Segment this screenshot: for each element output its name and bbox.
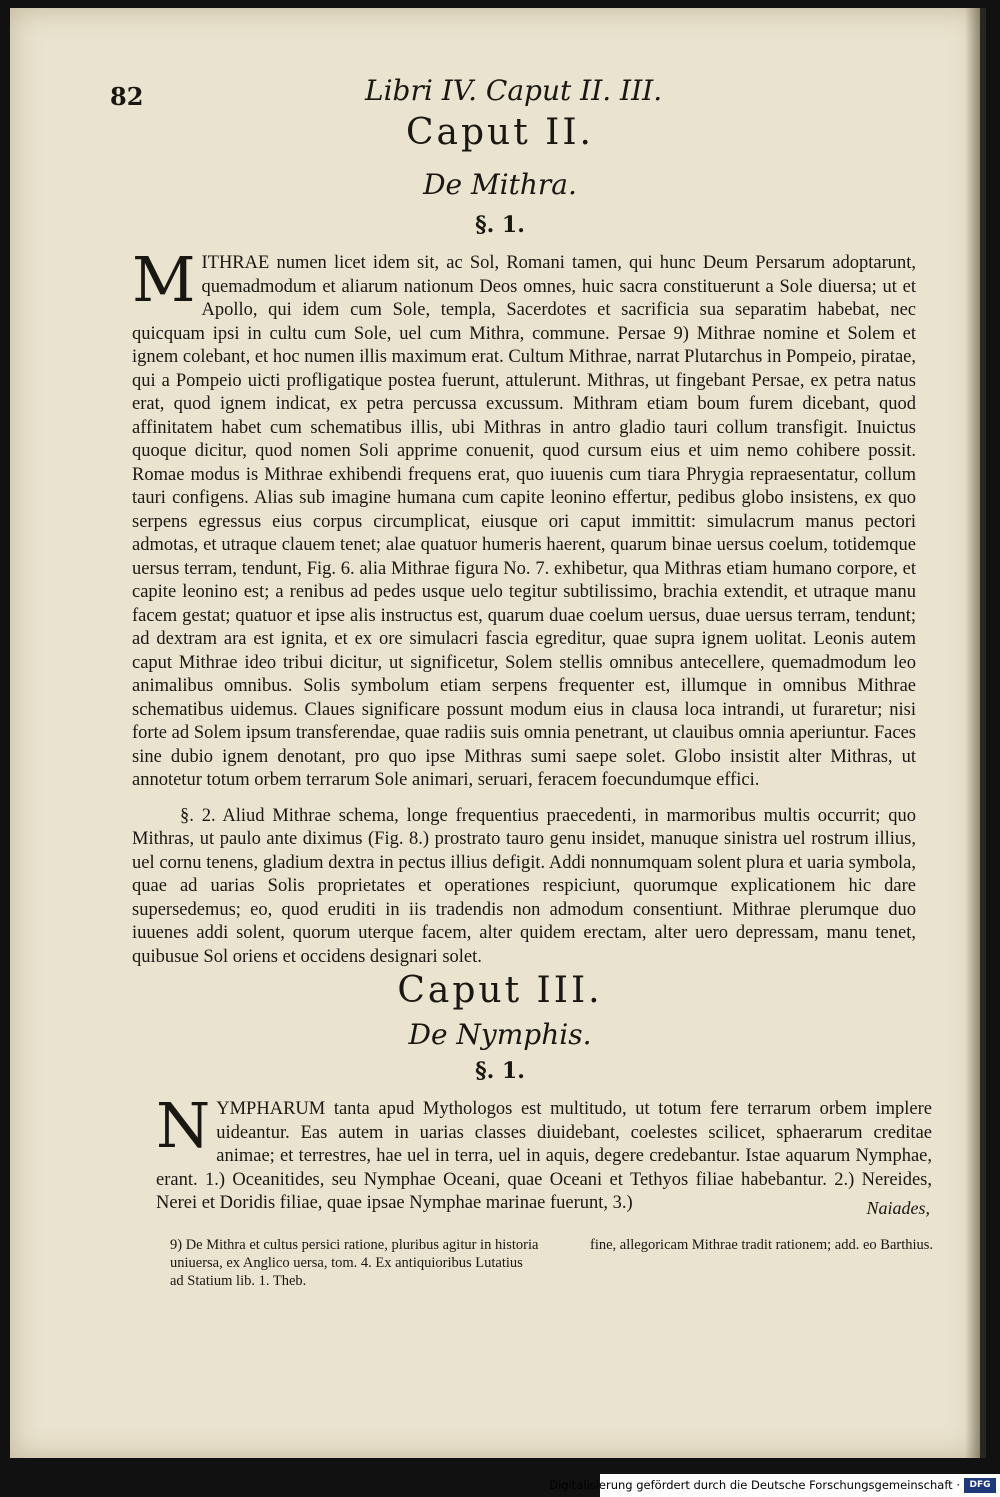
chapter-3-body (156, 1089, 932, 1216)
page-number: 82 (110, 82, 144, 111)
chapter-2-heading: Caput II. (405, 112, 595, 153)
dfg-notice-text: Digitalisierung gefördert durch die Deutsche Forschungsgemeinschaft · (549, 1478, 960, 1492)
chapter-2-subheading: De Mithra. (423, 168, 577, 201)
chapter-2-paragraph-1-text: ITHRAE numen licet idem sit, ac Sol, Romani tamen, qui hunc Deum Persarum adoptarunt, quemadmodum et aliarum nationum Deos omnes, huic sacra constituerunt a Sole diuersa; ut et Apollo, qui idem cum Sole, templa, Sacerdotes et sacrificia sua separatim habebat, nec quicquam ipsi in cultu cum Sole, uel cum Mithra, commune. Persae 9) Mithrae nomine et Solem et ignem colebant, et hoc numen illis maximum erat. Cultum Mithrae, narrat Plutarchus in Pompeio, piratae, qui a Pompeio uicti profligatique postea fuerunt, attulerunt. Mithras, ut fingebant Persae, ex petra natus erat, quod ignem indicat, ex petra percussa excussum. Mithram etiam boum furem dicebant, quod affinitatem habet cum schematibus illis, ubi Mithras in antro gladio tauri collum transfigit. Inuictus quoque dicitur, quod nomen Soli apprime conuenit, quod cursum eius et uim nemo cohibere possit. Romae modus is Mithrae exhibendi frequens erat, quo iuuenis cum tiara Phrygia repraesentatur, collum tauri configens. Alias sub imagine humana cum capite leonino effertur, pedibus globo insistens, ex quo serpens egressus eius corpus circumplicat, eiusque ori caput immittit: simulacrum manus pectori admotas, et utraque clauem tenet; alae quatuor humeris haerent, quarum binae uersus coelum, totidemque uersus terram, tendunt, Fig. 6. alia Mithrae figura No. 7. exhibetur, qua Mithras etiam humano corpore, et capite leonino est; a renibus ad pedes usque uelo tegitur subtilissimo, brachia extendit, et utraque manu facem gestat; quatuor et ipse alis instructus est, quarum duae coelum uersus, duae uersus terram, tendunt; ad dextram ara est ignita, et ex ore simulacri fascia egreditur, quae supra ignem uolitat. Leonis autem caput Mithrae ideo tribui dicitur, ut significetur, Solem stellis omnibus antecellere, quemadmodum leo animalibus omnibus. Solis symbolum etiam serpens frequenter est, illumque in omnibus Mithrae schematibus uidemus. Claues significare possunt modum eius in clausa loca intrandi, ut furaretur; nisi forte ad Solem ipsum transferendae, quae radiis suis omnia penetrant, ut clauibus omnia aperiuntur. Faces sine dubio ignem denotant, pro quo ipse Mithras sumi saepe solet. Globo insistit alter Mithras, ut annotetur totum orbem terrarum Sole animari, seruari, feracem foecundumque effici. (132, 253, 916, 790)
chapter-3-subheading: De Nymphis. (408, 1018, 592, 1051)
chapter-2-section-mark: §. 1. (475, 212, 525, 238)
chapter-3-section-mark: §. 1. (475, 1058, 525, 1084)
dropcap-m: M (132, 243, 196, 316)
dropcap-n: N (156, 1089, 211, 1162)
chapter-3-paragraph-1-text: YMPHARUM tanta apud Mythologos est multitudo, ut totum fere terrarum orbem implere uideantur. Eas autem in uarias classes diuidebant, coelestes scilicet, sphaerarum creditae animae; et terrestres, hae uel in terra, uel in aquis, degere credebantur. Istae aquarum Nymphae, erant. 1.) Oceanitides, seu Nymphae Oceani, quae Oceani et Tethyos filiae habebantur. 2.) Nereides, Nerei et Doridis filiae, quae ipsae Nymphae marinae fuerunt, 3.) (156, 1099, 932, 1213)
chapter-2-paragraph-1 (132, 243, 916, 793)
footnote-right: fine, allegoricam Mithrae tradit rationem; add. eo Barthius. (590, 1237, 934, 1253)
chapter-3-heading: Caput III. (397, 970, 603, 1011)
chapter-2-paragraph-2: §. 2. Aliud Mithrae schema, longe frequentius praecedenti, in marmoribus multis occurrit; quo Mithras, ut paulo ante diximus (Fig. 8.) prostrato tauro genu insidet, manuque sinistra uel rostrum illius, uel cornu tenens, gladium dextra in pectus illius defigit. Addi nonnumquam solent plura et uaria symbola, quae ad uarias Solis proprietates et operationes respiciunt, quorumque explicationem hic dare supersedemus; eo, quod eruditi in iis tradendis non admodum consentiunt. Mithrae plerumque duo iuuenes addi solent, quorum uterque facem, alter quidem erectam, alter uero depressam, manu tenet, quibusue Sol oriens et occidens designari solet. (132, 805, 916, 967)
footnotes (170, 1236, 940, 1296)
running-title: Libri IV. Caput II. III. (365, 74, 663, 107)
chapter-2-body (132, 243, 916, 969)
dfg-notice (549, 1474, 1000, 1497)
footnote-left: 9) De Mithra et cultus persici ratione, pluribus agitur in historia uniuersa, ex Anglico uersa, tom. 4. Ex antiquioribus Lutatius ad Statium lib. 1. Theb. (170, 1237, 539, 1289)
dfg-logo-icon: DFG (964, 1478, 996, 1493)
chapter-3-paragraph-1 (156, 1089, 932, 1216)
catchword: Naiades, (866, 1198, 930, 1218)
